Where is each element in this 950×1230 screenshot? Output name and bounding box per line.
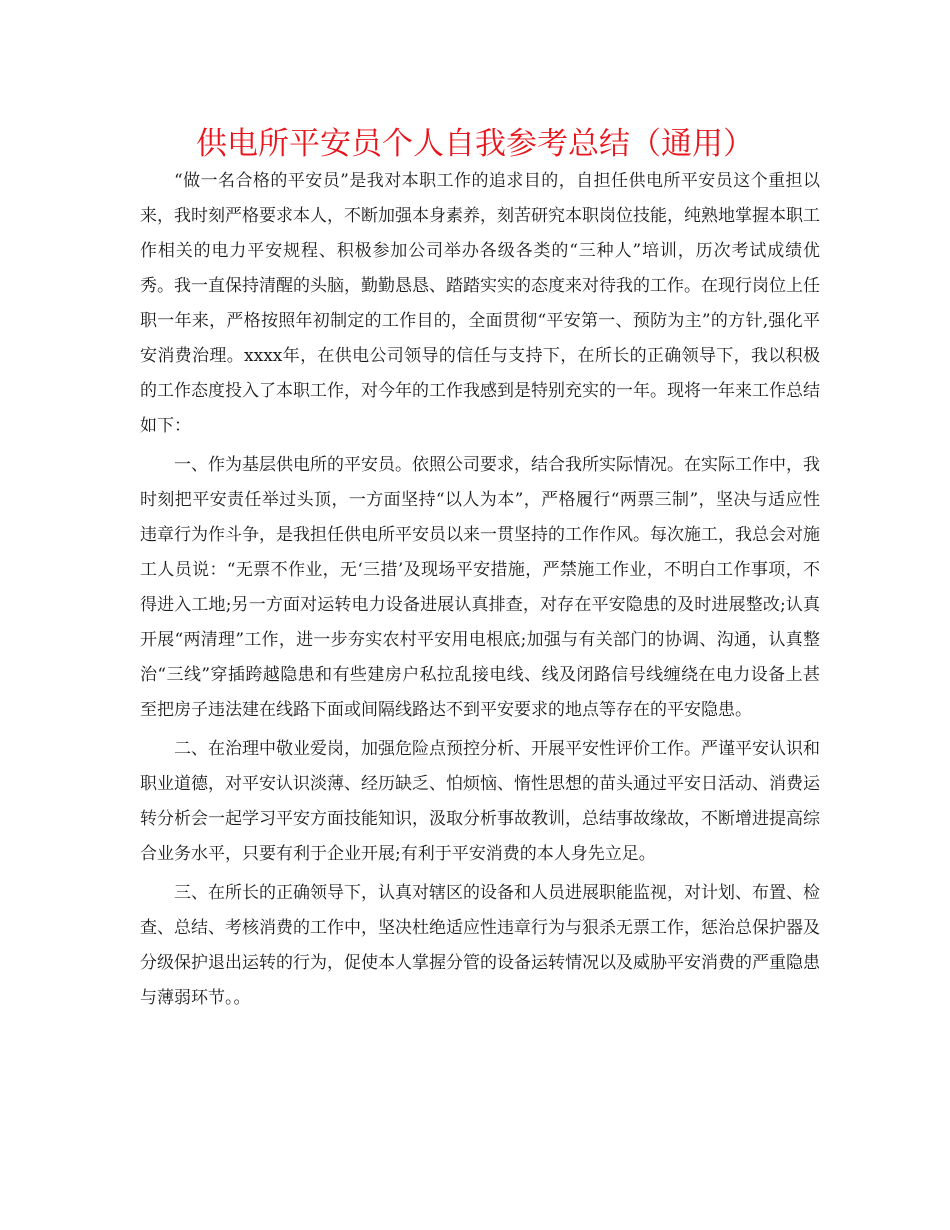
paragraph-section-3: 三、在所长的正确领导下，认真对辖区的设备和人员进展职能监视，对计划、布置、检查、总结、考核消费的工作中，坚决杜绝适应性违章行为与狠杀无票工作，惩治总保护器及分级保护退出运转的行为，促使本人掌握分管的设备运转情况以及威胁平安消费的严重隐患与薄弱环节。。 — [140, 883, 820, 1008]
document-title: 供电所平安员个人自我参考总结（通用） — [196, 126, 754, 162]
paragraph-intro: “做一名合格的平安员”是我对本职工作的追求目的，自担任供电所平安员这个重担以来，我时刻严格要求本人，不断加强本身素养，刻苦研究本职岗位技能，纯熟地掌握本职工作相关的电力平安规程、积极参加公司举办各级各类的“三种人”培训，历次考试成绩优秀。我一直保持清醒的头脑，勤勤恳恳、踏踏实实的态度来对待我的工作。在现行岗位上任职一年来，严格按照年初制定的工作目的，全面贯彻“平安第一、预防为主”的方针,强化平安消费治理。xxxx年，在供电公司领导的信任与支持下，在所长的正确领导下，我以积极的工作态度投入了本职工作，对今年的工作我感到是特别充实的一年。现将一年来工作总结如下： — [140, 171, 820, 436]
paragraph-section-2: 二、在治理中敬业爱岗，加强危险点预控分析、开展平安性评价工作。严谨平安认识和职业道德，对平安认识淡薄、经历缺乏、怕烦恼、惰性思想的苗头通过平安日活动、消费运转分析会一起学习平安方面技能知识，汲取分析事故教训，总结事故缘故，不断增进提高综合业务水平，只要有利于企业开展;有利于平安消费的本人身先立足。 — [140, 739, 820, 864]
paragraph-section-1: 一、作为基层供电所的平安员。依照公司要求，结合我所实际情况。在实际工作中，我时刻把平安责任举过头顶，一方面坚持“以人为本”，严格履行“两票三制”，坚决与适应性违章行为作斗争，是我担任供电所平安员以来一贯坚持的工作作风。每次施工，我总会对施工人员说：“无票不作业，无‘三措’及现场平安措施，严禁施工作业，不明白工作事项，不得进入工地;另一方面对运转电力设备进展认真排查，对存在平安隐患的及时进展整改;认真开展“两清理”工作，进一步夯实农村平安用电根底;加强与有关部门的协调、沟通，认真整治“三线”穿插跨越隐患和有些建房户私拉乱接电线、线及闭路信号线缠绕在电力设备上甚至把房子违法建在线路下面或间隔线路达不到平安要求的地点等存在的平安隐患。 — [140, 455, 820, 720]
document-body — [140, 164, 820, 1016]
